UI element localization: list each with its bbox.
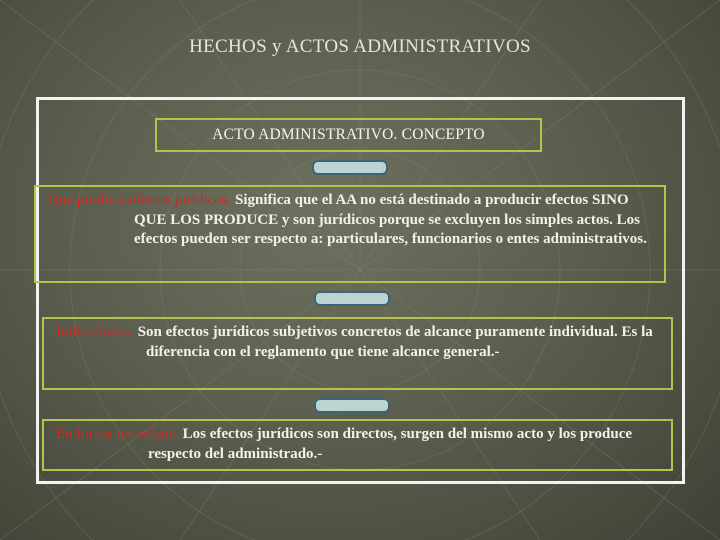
connector-pill-3 — [314, 398, 390, 413]
definition-text — [56, 323, 661, 362]
definition-body: Los efectos jurídicos son directos, surgen del mismo acto y los produce respecto del administrado.- — [148, 426, 633, 462]
concept-heading: ACTO ADMINISTRATIVO. CONCEPTO — [155, 118, 542, 152]
definition-text — [56, 425, 661, 464]
definition-body: Significa que el AA no está destinado a producir efectos SINO QUE LOS PRODUCE y son jurídicos porque se excluyen los simples actos. Los efectos pueden ser respecto a: particulares, funcionarios o entes administrativos. — [134, 192, 647, 247]
connector-pill-2 — [314, 291, 390, 306]
definition-box-effects — [34, 185, 666, 283]
slide-title: HECHOS y ACTOS ADMINISTRATIVOS — [189, 36, 531, 57]
highlight-term: Que produce efectos jurídicos. — [48, 192, 232, 208]
definition-text — [48, 191, 654, 250]
definition-body: Son efectos jurídicos subjetivos concretos de alcance puramente individual. Es la diferencia con el reglamento que tiene alcance general.- — [133, 324, 653, 360]
highlight-term: En forma inmediata. — [56, 426, 179, 442]
definition-box-immediate — [42, 419, 673, 471]
highlight-term: Individuales. — [56, 324, 134, 340]
connector-pill-1 — [312, 160, 388, 175]
definition-box-individual — [42, 317, 673, 390]
